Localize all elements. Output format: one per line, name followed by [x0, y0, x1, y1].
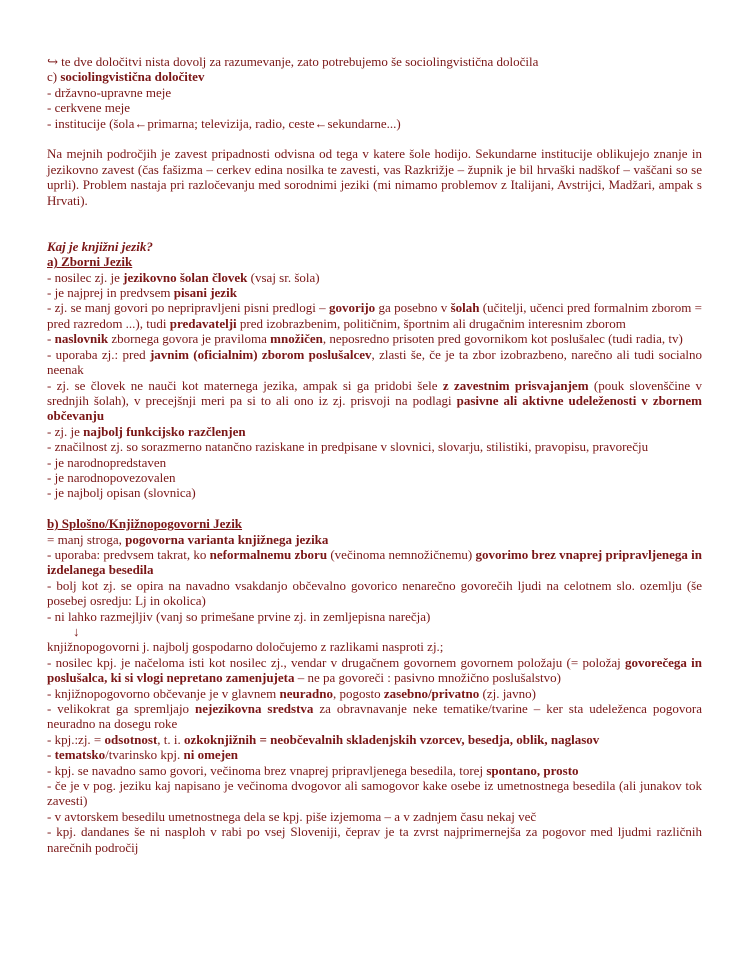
section-heading: b) Splošno/Knjižnopogovorni Jezik — [47, 516, 243, 532]
text-run: (vsaj sr. šola) — [247, 269, 320, 285]
text-run: c) — [47, 69, 61, 85]
text-run: /tvarinsko kpj. — [105, 747, 184, 763]
paragraph — [47, 331, 702, 346]
text-run: - uporaba: predvsem takrat, ko — [47, 546, 210, 562]
text-run: - bolj kot zj. se opira na navadno vsakdanjo občevalno govorico nenarečno govorečih ljudi na celotnem slo. ozemlju (še posebej osredju: Lj in okolica) — [47, 577, 702, 609]
paragraph — [47, 285, 702, 300]
text-run: - kpj.:zj. = — [47, 731, 105, 747]
paragraph — [47, 578, 702, 609]
paragraph — [47, 146, 702, 208]
paragraph — [47, 532, 702, 547]
text-run: - uporaba zj.: pred — [47, 346, 150, 362]
bold-term: najbolj funkcijsko razčlenjen — [83, 423, 246, 439]
section-heading: a) Zborni Jezik — [47, 254, 133, 270]
paragraph — [47, 239, 702, 254]
bold-term: govorečega in poslušalca, ki si vlogi nepretano zamenjujeta — [47, 654, 703, 686]
text-run: - kpj. dandanes še ni nasploh v rabi po vsej Sloveniji, čeprav je ta zvrst najprimernejša za pogovor med ljudmi različnih narečnih področij — [47, 824, 702, 855]
bold-term: pogovorna varianta knjižnega jezika — [125, 531, 329, 547]
text-run: - je najprej in predvsem — [47, 285, 174, 301]
text-run: – ne pa govoreči : pasivno množično poslušalstvo) — [294, 670, 561, 686]
text-run: - če je v pog. jeziku kaj napisano je večinoma dvogovor ali samogovor kake osebe iz umetnostnega besedila (ali junakov tok zavesti) — [47, 778, 702, 809]
text-run: - zj. se človek ne nauči kot maternega jezika, ampak si ga pridobi šele — [47, 377, 443, 393]
paragraph — [47, 824, 702, 855]
paragraph — [47, 809, 702, 824]
text-run: - v avtorskem besedilu umetnostnega dela se kpj. piše izjemoma – a v zadnjem času nekaj več — [47, 808, 537, 824]
bold-term: jezikovno šolan človek — [123, 269, 248, 285]
text-run: - ni lahko razmejljiv (vanj so primešane prvine zj. in zemljepisna narečja) — [47, 608, 431, 624]
text-run: - knjižnopogovorno občevanje je v glavnem — [47, 685, 280, 701]
text-run: ↪ te dve določitvi nista dovolj za razumevanje, zato potrebujemo še sociolingvistična določila — [47, 54, 539, 69]
paragraph — [47, 516, 702, 531]
text-run: - je najbolj opisan (slovnica) — [47, 485, 196, 501]
paragraph — [47, 347, 702, 378]
paragraph — [47, 778, 702, 809]
text-run: za obravnavanje neke tematike/tvarine – ker sta udeleženca pogovora neuradno na dosegu roke — [47, 701, 702, 732]
text-run: - velikokrat ga spremljajo — [47, 701, 196, 717]
paragraph — [47, 624, 702, 639]
paragraph — [47, 85, 702, 100]
document-page — [47, 54, 702, 855]
bold-term: govorimo brez vnaprej pripravljenega in izdelanega besedila — [47, 546, 702, 578]
paragraph — [47, 116, 702, 131]
paragraph — [47, 701, 702, 732]
text-run: = manj stroga, — [47, 531, 126, 547]
text-run: ↓ — [73, 623, 80, 639]
paragraph — [47, 254, 702, 269]
paragraph — [47, 485, 702, 500]
text-run: , t. i. — [157, 731, 185, 747]
paragraph — [47, 609, 702, 624]
paragraph — [47, 300, 702, 331]
text-run: knjižnopogovorni j. najbolj gospodarno določujemo z razlikami nasproti zj.; — [47, 639, 444, 655]
paragraph — [47, 686, 702, 701]
text-run: , zlasti še, če je ta zbor izobrazbeno, narečno ali tudi socialno neenak — [47, 346, 702, 378]
blank-line — [47, 501, 702, 516]
text-run: - nosilec kpj. je načeloma isti kot nosilec zj., vendar v drugačnem govornem govornem položaju (= položaj — [47, 654, 626, 670]
paragraph — [47, 547, 702, 578]
bold-term: neuradno — [279, 685, 333, 701]
text-run: (pouk slovenščine v srednjih šolah), v precejšnji meri pa si to ali ono iz zj. prisvoji na podlagi — [47, 377, 702, 408]
paragraph — [47, 732, 702, 747]
text-run: pred izobrazbenim, političnim, športnim ali drugačnim interesnim zborom — [236, 315, 626, 331]
text-run: zbornega govora je praviloma — [108, 331, 271, 347]
paragraph — [47, 270, 702, 285]
bold-term: z zavestnim prisvajanjem — [442, 377, 589, 393]
text-run: Na mejnih področjih je zavest pripadnosti odvisna od tega v katere šole hodijo. Sekundarne institucije oblikujejo znanje in jezikovno zavest (čas fašizma – cerkev edina nosilka te zavesti, vas Razkrižje – župnik je bil hrvaški nadškof – vaščani so se uprli). Problem nastaja pri razločevanju med sorodnimi jeziki (mi nimamo problemov z Italijani, Avstrijci, Madžari, ampak s Hrvati). — [47, 146, 702, 208]
text-run: (zj. javno) — [479, 685, 536, 701]
bold-term: javnim (oficialnim) zborom poslušalcev — [149, 346, 372, 362]
text-run: - kpj. se navadno samo govori, večinoma brez vnaprej pripravljenega besedila, torej — [47, 762, 487, 778]
text-run: - cerkvene meje — [47, 100, 131, 116]
bold-term: pisani jezik — [173, 285, 237, 301]
bold-term: zasebno/privatno — [383, 685, 480, 701]
bold-term: ozkoknjižnih = neobčevalnih skladenjskih vzorcev, besedja, oblik, naglasov — [184, 731, 600, 747]
paragraph — [47, 378, 702, 424]
text-run: - je narodnopredstaven — [47, 454, 167, 470]
text-run: - zj. se manj govori po nepripravljeni pisni predlogi – — [47, 300, 329, 316]
text-run: - je narodnopovezovalen — [47, 469, 176, 485]
paragraph — [47, 747, 702, 762]
bold-term: naslovnik — [54, 331, 109, 347]
bold-term: govorijo — [328, 300, 376, 316]
bold-term: spontano, prosto — [486, 762, 579, 778]
paragraph — [47, 439, 702, 454]
bold-term: tematsko — [54, 747, 106, 763]
paragraph — [47, 639, 702, 654]
text-run: - državno-upravne meje — [47, 84, 172, 100]
text-run: (večinoma nemnožičnemu) — [327, 546, 476, 562]
bold-term: pasivne ali aktivne udeleženosti v zbornem občevanju — [47, 392, 703, 424]
bold-term: ni omejen — [183, 747, 239, 763]
question-heading: Kaj je knjižni jezik? — [47, 238, 153, 254]
bold-term: neformalnemu zboru — [209, 546, 328, 562]
bold-term: množičen — [270, 331, 323, 347]
bold-term: predavatelji — [169, 315, 237, 331]
bold-term: odsotnost — [104, 731, 158, 747]
paragraph — [47, 424, 702, 439]
text-run: - institucije (šola←primarna; televizija, radio, ceste←sekundarne...) — [47, 115, 401, 131]
bold-term: šolah — [450, 300, 480, 316]
text-run: - — [47, 747, 55, 763]
paragraph — [47, 54, 702, 69]
blank-line — [47, 131, 702, 146]
text-run: - značilnost zj. so sorazmerno natančno raziskane in predpisane v slovnici, slovarju, stilistiki, pravopisu, pravorečju — [47, 439, 649, 455]
blank-line — [47, 208, 702, 239]
paragraph — [47, 455, 702, 470]
text-run: ga posebno v — [375, 300, 451, 316]
text-run: - — [47, 331, 55, 347]
text-run: , pogosto — [332, 685, 384, 701]
text-run: (učitelji, učenci pred formalnim zborom = pred razredom ...), tudi — [47, 300, 703, 331]
text-run: , neposredno prisoten pred govornikom kot poslušalec (tudi radia, tv) — [322, 331, 683, 347]
text-run: - zj. je — [47, 423, 84, 439]
bold-term: nejezikovna sredstva — [195, 701, 314, 717]
paragraph — [47, 470, 702, 485]
bold-term: sociolingvistična določitev — [60, 69, 205, 85]
paragraph — [47, 100, 702, 115]
paragraph — [47, 69, 702, 84]
paragraph — [47, 655, 702, 686]
paragraph — [47, 763, 702, 778]
text-run: - nosilec zj. je — [47, 269, 124, 285]
